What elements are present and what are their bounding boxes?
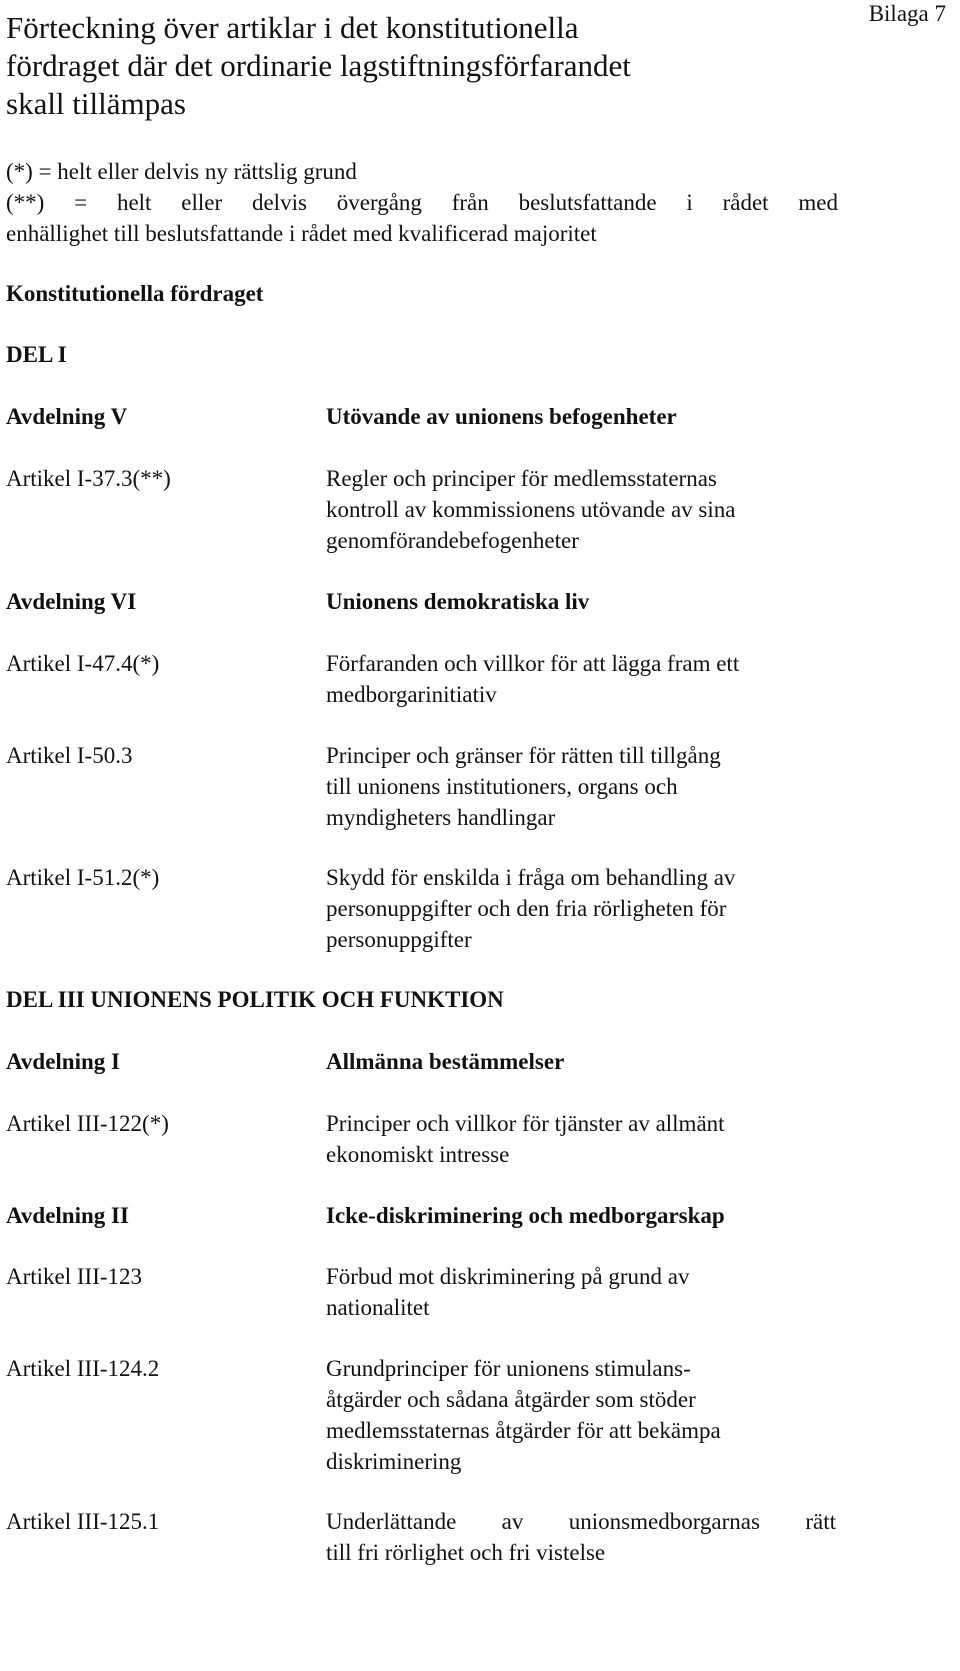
annex-label: Bilaga 7 (868, 1, 946, 26)
article-label: Artikel I-51.2(*) (6, 865, 160, 890)
section-title: Allmänna bestämmelser (326, 1049, 565, 1074)
article-description: Regler och principer för medlemsstaternas kontroll av kommissionens utövande av sina genomförandebefogenheter (326, 466, 736, 553)
section-label: Avdelning I (6, 1049, 120, 1074)
article-label: Artikel III-122(*) (6, 1111, 169, 1136)
article-description: Principer och gränser för rätten till tillgång till unionens institutioners, organs och myndigheters handlingar (326, 743, 721, 830)
section-title: Utövande av unionens befogenheter (326, 404, 677, 429)
article-description: Förfaranden och villkor för att lägga fram ett medborgarinitiativ (326, 651, 740, 707)
section-title: Icke-diskriminering och medborgarskap (326, 1203, 725, 1228)
section-label: Avdelning II (6, 1203, 129, 1228)
title-line: skall tillämpas (6, 86, 186, 121)
article-label: Artikel I-37.3(**) (6, 466, 171, 491)
article-description: Grundprinciper för unionens stimulans- åtgärder och sådana åtgärder som stöder medlemsstaternas åtgärder för att bekämpa diskriminering (326, 1356, 721, 1474)
article-description: Principer och villkor för tjänster av allmänt ekonomiskt intresse (326, 1111, 725, 1167)
title-line: Förteckning över artiklar i det konstitutionella (6, 10, 579, 45)
legend-line-double-asterisk: (**) = helt eller delvis övergång från beslutsfattande i rådet med (6, 190, 838, 215)
section-label: Avdelning V (6, 404, 128, 429)
article-description: Förbud mot diskriminering på grund av nationalitet (326, 1264, 690, 1320)
title-line: fördraget där det ordinarie lagstiftningsförfarandet (6, 48, 631, 83)
article-description: Underlättande av unionsmedborgarnas rätt till fri rörlighet och fri vistelse (326, 1509, 836, 1565)
article-label: Artikel III-124.2 (6, 1356, 160, 1381)
treaty-heading: Konstitutionella fördraget (6, 281, 264, 306)
article-label: Artikel III-125.1 (6, 1509, 160, 1534)
article-label: Artikel III-123 (6, 1264, 143, 1289)
legend (6, 156, 838, 249)
article-label: Artikel I-50.3 (6, 743, 133, 768)
part-3-heading: DEL III UNIONENS POLITIK OCH FUNKTION (6, 987, 504, 1012)
legend-line-continuation: enhällighet till beslutsfattande i rådet med kvalificerad majoritet (6, 221, 597, 246)
section-label: Avdelning VI (6, 589, 137, 614)
legend-line-single-asterisk: (*) = helt eller delvis ny rättslig grund (6, 159, 357, 184)
article-label: Artikel I-47.4(*) (6, 651, 160, 676)
section-title: Unionens demokratiska liv (326, 589, 590, 614)
part-1-heading: DEL I (6, 342, 67, 367)
article-description: Skydd för enskilda i fråga om behandling av personuppgifter och den fria rörligheten för personuppgifter (326, 865, 736, 952)
document-title (6, 9, 826, 123)
